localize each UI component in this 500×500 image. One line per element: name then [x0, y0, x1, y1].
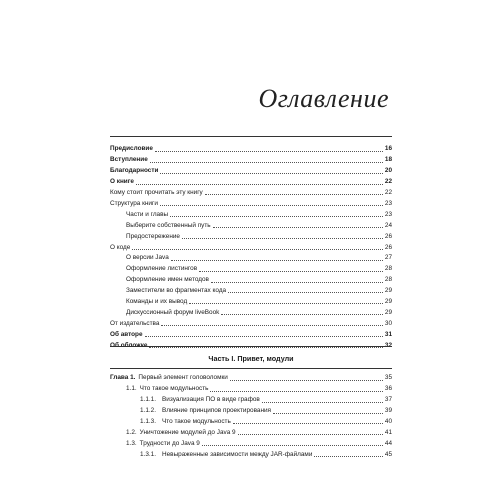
toc-entry-label: О книге — [110, 178, 134, 186]
dot-leader — [161, 319, 382, 326]
toc-entry-page: 18 — [384, 156, 392, 164]
toc-entry[interactable] — [110, 240, 392, 251]
toc-entry[interactable] — [110, 262, 392, 273]
toc-entry-label: Кому стоит прочитать эту книгу — [110, 189, 203, 197]
toc-entry[interactable] — [110, 316, 392, 327]
toc-entry[interactable] — [110, 229, 392, 240]
toc-entry-label: Оформление имен методов — [126, 276, 209, 284]
toc-entry-label: Об обложке — [110, 341, 148, 349]
toc-entry-text: Первый элемент головоломки — [138, 374, 228, 382]
toc-entry-text: Что такое модульность — [162, 418, 231, 426]
toc-entry-page: 37 — [384, 396, 392, 404]
toc-entry-label: О версии Java — [126, 254, 169, 262]
toc-entry-label: Дискуссионный форум liveBook — [126, 308, 220, 316]
toc-entry-page: 35 — [384, 374, 392, 382]
toc-entry[interactable] — [110, 175, 392, 186]
toc-entry[interactable] — [110, 196, 392, 207]
toc-entry[interactable] — [110, 447, 392, 458]
toc-entry-label: Об авторе — [110, 330, 143, 338]
toc-entry-page: 26 — [384, 232, 392, 240]
toc-entry-page: 44 — [384, 439, 392, 447]
toc-entry-number: 1.3.1. — [140, 450, 156, 458]
toc-entry-label: Оформление листингов — [126, 265, 198, 273]
toc-entry-page: 22 — [384, 189, 392, 197]
toc-entry[interactable] — [110, 382, 392, 393]
toc-entry-label: Части и главы — [126, 210, 169, 218]
dot-leader — [262, 396, 383, 403]
toc-entry-page: 28 — [384, 265, 392, 273]
toc-entry-number: Глава 1. — [110, 374, 136, 382]
dot-leader — [238, 428, 383, 435]
dot-leader — [170, 210, 383, 217]
toc-entry-text: Что такое модульность — [139, 385, 209, 393]
dot-leader — [171, 254, 383, 261]
toc-entry-page: 32 — [384, 341, 392, 349]
dot-leader — [228, 286, 383, 293]
toc-entry-page: 31 — [384, 330, 392, 338]
toc-entry[interactable] — [110, 327, 392, 338]
dot-leader — [213, 221, 383, 228]
toc-entry-label: Выберите собственный путь — [126, 221, 211, 229]
section-rule — [110, 346, 392, 347]
dot-leader — [202, 439, 383, 446]
toc-entry[interactable] — [110, 393, 392, 404]
page-title: Оглавление — [258, 84, 389, 113]
toc-entry[interactable] — [110, 153, 392, 164]
top-rule — [110, 136, 392, 137]
toc-entry-text: Влияние принципов проектирования — [162, 407, 272, 415]
toc-entry[interactable] — [110, 371, 392, 382]
toc-entry-page: 20 — [384, 167, 392, 175]
toc-entry-number: 1.2. — [126, 428, 137, 436]
dot-leader — [199, 265, 383, 272]
toc-entry-page: 29 — [384, 287, 392, 295]
toc-entry-text: Уничтожение модулей до Java 9 — [139, 428, 236, 436]
toc-entry-label: Вступление — [110, 156, 148, 164]
toc-entry-text: Визуализация ПО в виде графов — [162, 396, 260, 404]
toc-entry[interactable] — [110, 186, 392, 197]
toc-entry-page: 29 — [384, 308, 392, 316]
toc-entry[interactable] — [110, 218, 392, 229]
dot-leader — [150, 156, 383, 163]
toc-entry-label: Благодарности — [110, 167, 159, 175]
toc-entry-text: Трудности до Java 9 — [139, 439, 200, 447]
toc-entry-page: 40 — [384, 418, 392, 426]
toc-entry[interactable] — [110, 415, 392, 426]
toc-entry-page: 23 — [384, 210, 392, 218]
toc-entry[interactable] — [110, 142, 392, 153]
toc-entry[interactable] — [110, 284, 392, 295]
dot-leader — [230, 374, 383, 381]
dot-leader — [189, 297, 383, 304]
dot-leader — [211, 276, 383, 283]
toc-entry-number: 1.3. — [126, 439, 137, 447]
toc-entry[interactable] — [110, 164, 392, 175]
dot-leader — [314, 450, 383, 457]
toc-entry-page: 22 — [384, 178, 392, 186]
toc-entry-number: 1.1.1. — [140, 396, 156, 404]
toc-entry-page: 45 — [384, 450, 392, 458]
toc-entry[interactable] — [110, 294, 392, 305]
toc-entry-page: 28 — [384, 276, 392, 284]
dot-leader — [221, 308, 383, 315]
toc-front-matter — [110, 142, 392, 349]
toc-entry-page: 39 — [384, 407, 392, 415]
toc-entry-page: 36 — [384, 385, 392, 393]
toc-entry-page: 41 — [384, 428, 392, 436]
toc-entry-number: 1.1.3. — [140, 418, 156, 426]
toc-entry-label — [140, 452, 313, 458]
toc-entry[interactable] — [110, 338, 392, 349]
toc-entry-page: 24 — [384, 221, 392, 229]
part-heading: Часть I. Привет, модули — [208, 354, 294, 363]
dot-leader — [182, 232, 383, 239]
dot-leader — [160, 199, 383, 206]
toc-entry-label: От издательства — [110, 319, 160, 327]
toc-entry-page: 26 — [384, 243, 392, 251]
toc-entry-number: 1.1.2. — [140, 407, 156, 415]
toc-entry-number: 1.1. — [126, 385, 137, 393]
dot-leader — [132, 243, 383, 250]
toc-entry-text: Невыраженные зависимости между JAR-файлами — [162, 450, 313, 458]
toc-entry[interactable] — [110, 251, 392, 262]
dot-leader — [160, 167, 382, 174]
toc-entry-label: Заместители во фрагментах кода — [126, 287, 227, 295]
toc-entry-page: 29 — [384, 297, 392, 305]
toc-entry-label: Предостережение — [126, 232, 180, 240]
dot-leader — [205, 188, 383, 195]
toc-entry[interactable] — [110, 207, 392, 218]
toc-entry[interactable] — [110, 404, 392, 415]
toc-entry-label: Структура книги — [110, 199, 158, 207]
toc-entry-page: 27 — [384, 254, 392, 262]
toc-entry-label: Команды и их вывод — [126, 297, 188, 305]
dot-leader — [145, 330, 383, 337]
toc-entry[interactable] — [110, 305, 392, 316]
toc-entry[interactable] — [110, 436, 392, 447]
toc-entry-page: 30 — [384, 319, 392, 327]
dot-leader — [273, 407, 383, 414]
toc-entry[interactable] — [110, 273, 392, 284]
toc-entry-page: 16 — [384, 145, 392, 153]
dot-leader — [210, 385, 382, 392]
toc-entry-label: Предисловие — [110, 145, 153, 153]
toc-entry-label: О коде — [110, 243, 131, 251]
toc-entry-page: 23 — [384, 199, 392, 207]
dot-leader — [136, 178, 383, 185]
part-rule — [110, 368, 392, 369]
toc-entry[interactable] — [110, 425, 392, 436]
toc-part-1 — [110, 371, 392, 458]
dot-leader — [155, 145, 383, 152]
dot-leader — [233, 417, 383, 424]
